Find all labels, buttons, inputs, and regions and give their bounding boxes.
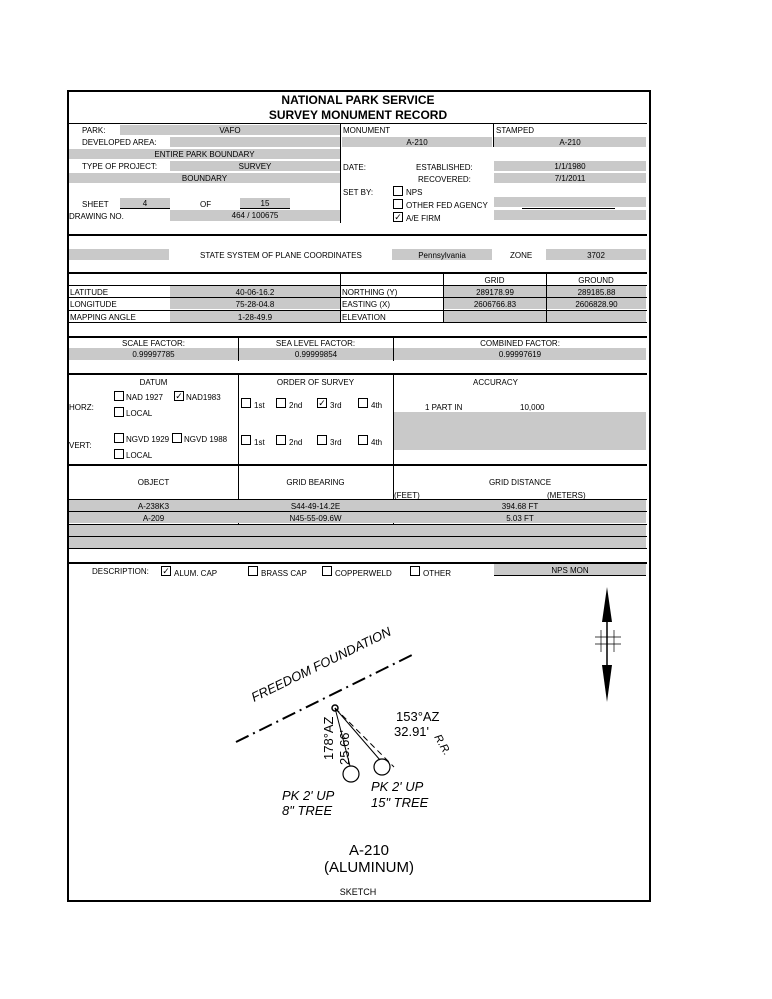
nad1927-checkbox[interactable]: [114, 391, 124, 401]
form-title-line1: NATIONAL PARK SERVICE: [281, 93, 435, 107]
sea-level-factor-value[interactable]: 0.99999854: [294, 350, 338, 359]
elevation-grid-box: [444, 311, 546, 322]
state-value[interactable]: Pennsylvania: [418, 251, 466, 260]
bearing-header: GRID BEARING: [286, 478, 345, 487]
road-label: FREEDOM FOUNDATION: [248, 623, 394, 705]
monument-label: MONUMENT: [343, 126, 391, 135]
horz-order-2nd-checkbox[interactable]: [276, 398, 286, 408]
divider: [69, 123, 647, 124]
form-title-line2: SURVEY MONUMENT RECORD: [268, 108, 448, 122]
vert-order-2nd-checkbox[interactable]: [276, 435, 286, 445]
vert-order-4th-label: 4th: [371, 438, 383, 447]
horz-order-3rd-checkbox[interactable]: [317, 398, 327, 408]
established-label: ESTABLISHED:: [416, 163, 473, 172]
of-label: OF: [200, 200, 212, 209]
state-left-box: [69, 249, 169, 260]
nad1927-label: NAD 1927: [126, 393, 163, 402]
brass-cap-checkbox[interactable]: [248, 566, 258, 576]
northing-label: NORTHING (Y): [342, 288, 398, 297]
tie-row-2-distance[interactable]: 5.03 FT: [506, 514, 534, 523]
vert-order-3rd-checkbox[interactable]: [317, 435, 327, 445]
set-by-ae-firm-label: A/E FIRM: [406, 214, 441, 223]
object-header: OBJECT: [137, 478, 170, 487]
type-of-project-label: TYPE OF PROJECT:: [82, 162, 158, 171]
easting-grid[interactable]: 2606766.83: [473, 300, 517, 309]
tree-2-line1: PK 2' UP: [371, 779, 424, 794]
date-label: DATE:: [343, 163, 366, 172]
divider: [69, 373, 647, 375]
vert-order-2nd-label: 2nd: [289, 438, 303, 447]
horz-order-4th-checkbox[interactable]: [358, 398, 368, 408]
tie-row-4-bg: [69, 537, 646, 548]
grid-header: GRID: [484, 276, 505, 285]
set-by-box: [494, 197, 646, 207]
horz-order-1st-checkbox[interactable]: [241, 398, 251, 408]
order-header: ORDER OF SURVEY: [276, 378, 355, 387]
ngvd1929-checkbox[interactable]: [114, 433, 124, 443]
dist-25-label: 25.66': [337, 729, 352, 765]
distance-header: GRID DISTANCE: [488, 478, 552, 487]
elevation-label: ELEVATION: [342, 313, 386, 322]
set-by-nps-label: NPS: [406, 188, 423, 197]
horz-order-4th-label: 4th: [371, 401, 383, 410]
divider: [69, 464, 647, 466]
vert-order-1st-checkbox[interactable]: [241, 435, 251, 445]
of-value[interactable]: 15: [260, 199, 270, 208]
recovered-label: RECOVERED:: [418, 175, 471, 184]
vert-accuracy-box: [394, 412, 646, 450]
vert-order-3rd-label: 3rd: [330, 438, 342, 447]
copperweld-label: COPPERWELD: [335, 569, 392, 578]
tie-row-1-object[interactable]: A-238K3: [137, 502, 170, 511]
monument-material-label: (ALUMINUM): [324, 859, 414, 876]
state-system-label: STATE SYSTEM OF PLANE COORDINATES: [200, 251, 362, 260]
other-checkbox[interactable]: [410, 566, 420, 576]
latitude-label: LATITUDE: [70, 288, 109, 297]
sheet-value[interactable]: 4: [142, 199, 148, 208]
zone-label: ZONE: [510, 251, 533, 260]
park-label: PARK:: [82, 126, 106, 135]
type-of-project-value2[interactable]: BOUNDARY: [181, 174, 228, 183]
vert-local-checkbox[interactable]: [114, 449, 124, 459]
vert-label: VERT:: [69, 441, 92, 450]
feet-header: (FEET): [394, 491, 420, 500]
description-extra-value[interactable]: NPS MON: [551, 566, 589, 575]
horz-local-label: LOCAL: [126, 409, 153, 418]
set-by-other-fed-label: OTHER FED AGENCY: [406, 201, 488, 210]
description-label: DESCRIPTION:: [92, 567, 149, 576]
stamped-value[interactable]: A-210: [559, 138, 581, 147]
brass-cap-label: BRASS CAP: [261, 569, 307, 578]
monument-value[interactable]: A-210: [406, 138, 428, 147]
vert-order-4th-checkbox[interactable]: [358, 435, 368, 445]
check-icon: ✓: [162, 566, 170, 576]
stamped-label: STAMPED: [496, 126, 535, 135]
rr-label: R.R.: [431, 732, 453, 758]
north-arrow-icon: [595, 587, 621, 702]
developed-area-value-box: [170, 137, 340, 147]
drawing-no-value[interactable]: 464 / 100675: [231, 211, 279, 220]
tie-row-1-distance[interactable]: 394.68 FT: [501, 502, 539, 511]
check-icon: ✓: [394, 212, 402, 222]
sketch-label: SKETCH: [339, 887, 377, 897]
park-value[interactable]: VAFO: [219, 126, 241, 135]
longitude-value[interactable]: 75-28-04.8: [235, 300, 275, 309]
dist-32-label: 32.91': [394, 724, 430, 739]
set-by-ae-firm-checkbox[interactable]: [393, 212, 403, 222]
tie-row-2-object[interactable]: A-209: [142, 514, 165, 523]
scale-factor-label: SCALE FACTOR:: [122, 339, 185, 348]
developed-area-value[interactable]: ENTIRE PARK BOUNDARY: [154, 150, 255, 159]
divider: [69, 548, 647, 549]
horz-label: HORZ:: [69, 403, 94, 412]
zone-value[interactable]: 3702: [587, 251, 605, 260]
set-by-line: [522, 208, 615, 209]
check-icon: ✓: [175, 391, 183, 401]
sheet-label: SHEET: [82, 200, 109, 209]
survey-sketch: [69, 577, 647, 897]
horz-order-3rd-label: 3rd: [330, 401, 342, 410]
divider: [69, 234, 647, 236]
tie-row-2-bearing[interactable]: N45-55-09.6W: [289, 514, 342, 523]
tree-1-line1: PK 2' UP: [282, 788, 335, 803]
tie-row-1-bearing[interactable]: S44-49-14.2E: [290, 502, 341, 511]
other-label: OTHER: [423, 569, 451, 578]
ground-header: GROUND: [578, 276, 614, 285]
latitude-value[interactable]: 40-06-16.2: [235, 288, 275, 297]
az-153-label: 153°AZ: [396, 709, 440, 724]
az-178-label: 178°AZ: [321, 716, 336, 760]
easting-ground[interactable]: 2606828.90: [575, 300, 618, 309]
type-of-project-value[interactable]: SURVEY: [238, 162, 272, 171]
combined-factor-label: COMBINED FACTOR:: [480, 339, 560, 348]
alum-cap-checkbox[interactable]: [161, 566, 171, 576]
tree-2: [374, 759, 390, 775]
mapping-angle-value[interactable]: 1-28-49.9: [237, 313, 273, 322]
horz-order-2nd-label: 2nd: [289, 401, 303, 410]
divider: [69, 322, 647, 323]
accuracy-value[interactable]: 10,000: [520, 403, 545, 412]
nad1983-label: NAD1983: [186, 393, 221, 402]
mapping-angle-label: MAPPING ANGLE: [70, 313, 136, 322]
tree-1: [343, 766, 359, 782]
alum-cap-label: ALUM. CAP: [174, 569, 218, 578]
scale-factor-value[interactable]: 0.99997785: [132, 350, 175, 359]
combined-factor-value[interactable]: 0.99997619: [498, 350, 542, 359]
longitude-label: LONGITUDE: [70, 300, 117, 309]
divider: [340, 273, 341, 323]
drawing-no-label: DRAWING NO.: [69, 212, 124, 221]
set-by-label: SET BY:: [343, 188, 374, 197]
ngvd1988-checkbox[interactable]: [172, 433, 182, 443]
tree-2-line2: 15" TREE: [371, 795, 429, 810]
tie-row-3-bg: [69, 525, 646, 536]
established-value[interactable]: 1/1/1980: [554, 162, 586, 171]
northing-ground[interactable]: 289185.88: [577, 288, 616, 297]
copperweld-checkbox[interactable]: [322, 566, 332, 576]
divider: [69, 336, 647, 338]
ngvd1929-label: NGVD 1929: [126, 435, 170, 444]
divider: [238, 374, 239, 464]
vert-order-1st-label: 1st: [254, 438, 265, 447]
recovered-value[interactable]: 7/1/2011: [554, 174, 586, 183]
nad1983-checkbox[interactable]: [174, 391, 184, 401]
elevation-ground-box: [547, 311, 646, 322]
vert-local-label: LOCAL: [126, 451, 153, 460]
horz-local-checkbox[interactable]: [114, 407, 124, 417]
datum-header: DATUM: [139, 378, 168, 387]
set-by-box2: [494, 210, 646, 220]
developed-area-label: DEVELOPED AREA:: [82, 138, 157, 147]
meters-header: (METERS): [547, 491, 586, 500]
sea-level-factor-label: SEA LEVEL FACTOR:: [275, 339, 356, 348]
horz-order-1st-label: 1st: [254, 401, 265, 410]
easting-label: EASTING (X): [342, 300, 391, 309]
monument-name-label: A-210: [348, 842, 390, 859]
set-by-nps-checkbox[interactable]: [393, 186, 403, 196]
divider: [69, 272, 647, 274]
northing-grid[interactable]: 289178.99: [476, 288, 514, 297]
check-icon: ✓: [318, 398, 326, 408]
accuracy-prefix: 1 PART IN: [425, 403, 463, 412]
divider: [340, 123, 341, 223]
set-by-other-fed-checkbox[interactable]: [393, 199, 403, 209]
accuracy-header: ACCURACY: [473, 378, 518, 387]
ngvd1988-label: NGVD 1988: [184, 435, 228, 444]
tree-1-line2: 8" TREE: [282, 803, 333, 818]
